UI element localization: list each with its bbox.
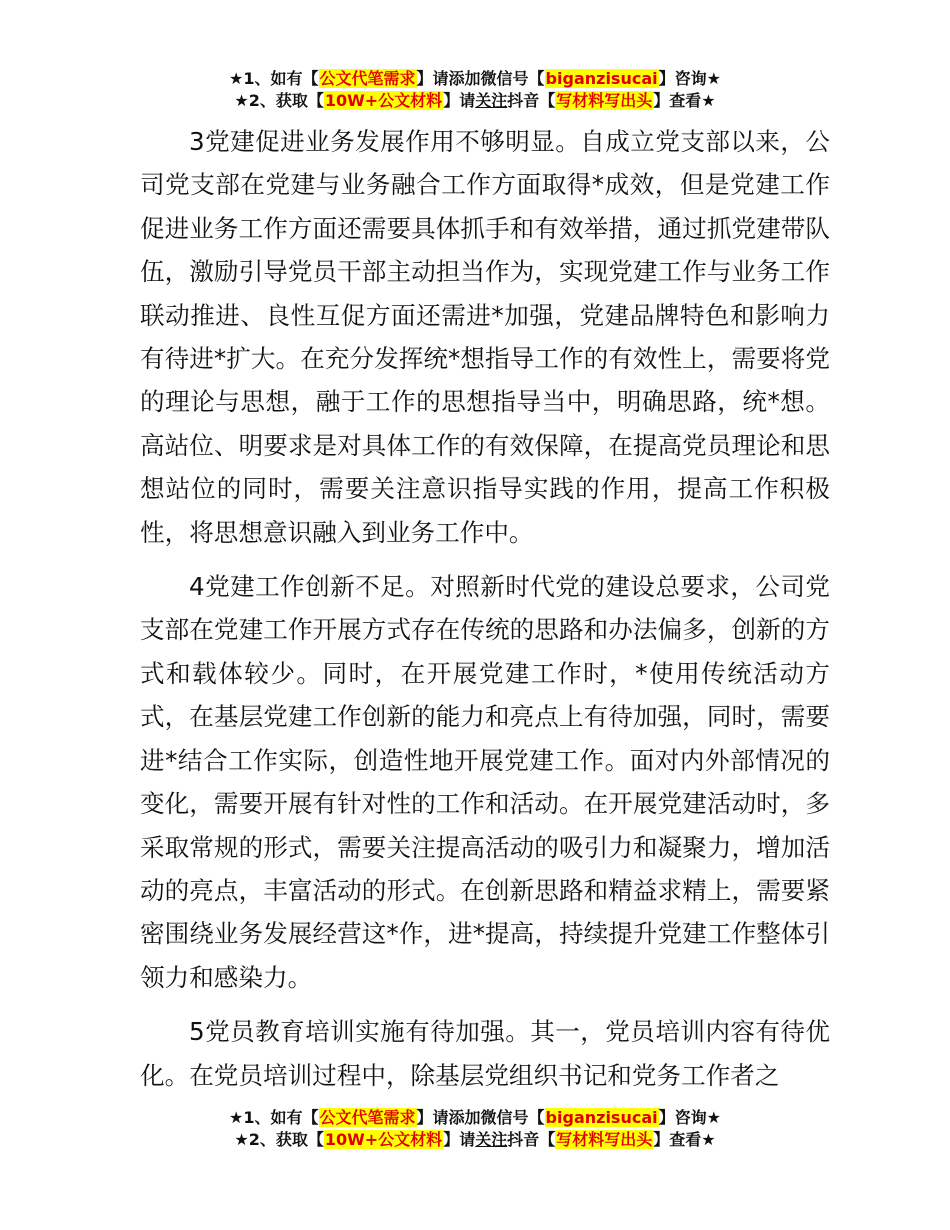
highlight-ghostwriting: 公文代笔需求 <box>319 1108 416 1127</box>
banner-text: 】咨询★ <box>658 1108 721 1127</box>
banner-text: 】请 <box>443 1130 476 1149</box>
underlined-follow: 关注 <box>475 1130 508 1149</box>
banner-text: ★1、如有【 <box>229 69 319 88</box>
banner-text: ★2、获取【 <box>234 91 324 110</box>
paragraph-4: 4党建工作创新不足。对照新时代党的建设总要求，公司党支部在党建工作开展方式存在传统的思路和办法偏多，创新的方式和载体较少。同时，在开展党建工作时，*使用传统活动方式，在基层党建工作创新的能力和亮点上有待加强，同时，需要进*结合工作实际，创造性地开展党建工作。面对内外部情况的变化，需要开展有针对性的工作和活动。在开展党建活动时，多采取常规的形式，需要关注提高活动的吸引力和凝聚力，增加活动的亮点，丰富活动的形式。在创新思路和精益求精上，需要紧密围绕业务发展经营这*作，进*提高，持续提升党建工作整体引领力和感染力。 <box>140 572 830 992</box>
banner-line-2 <box>0 1129 950 1151</box>
header-banner <box>0 68 950 112</box>
footer-banner <box>0 1107 950 1151</box>
highlight-ghostwriting: 公文代笔需求 <box>319 69 416 88</box>
banner-text: 抖音【 <box>507 91 556 110</box>
highlight-wechat-id: biganzisucai <box>545 1108 658 1127</box>
banner-text: 】请添加微信号【 <box>416 69 545 88</box>
banner-text: ★2、获取【 <box>234 1130 324 1149</box>
banner-text: 】请 <box>443 91 476 110</box>
banner-text: 抖音【 <box>507 1130 556 1149</box>
banner-text: 】查看★ <box>653 1130 716 1149</box>
banner-text: 】咨询★ <box>658 69 721 88</box>
paragraph-5: 5党员教育培训实施有待加强。其一，党员培训内容有待优化。在党员培训过程中，除基层党组织书记和党务工作者之 <box>140 1017 830 1090</box>
highlight-wechat-id: biganzisucai <box>545 69 658 88</box>
highlight-materials: 10W+公文材料 <box>324 91 443 110</box>
banner-line-2 <box>0 90 950 112</box>
highlight-douyin: 写材料写出头 <box>556 91 653 110</box>
banner-line-1 <box>0 1107 950 1129</box>
document-body <box>140 120 830 1097</box>
banner-text: 】查看★ <box>653 91 716 110</box>
underlined-follow: 关注 <box>475 91 508 110</box>
banner-text: 】请添加微信号【 <box>416 1108 545 1127</box>
banner-text: ★1、如有【 <box>229 1108 319 1127</box>
banner-line-1 <box>0 68 950 90</box>
paragraph-3: 3党建促进业务发展作用不够明显。自成立党支部以来，公司党支部在党建与业务融合工作方面取得*成效，但是党建工作促进业务工作方面还需要具体抓手和有效举措，通过抓党建带队伍，激励引导党员干部主动担当作为，实现党建工作与业务工作联动推进、良性互促方面还需进*加强，党建品牌特色和影响力有待进*扩大。在充分发挥统*想指导工作的有效性上，需要将党的理论与思想，融于工作的思想指导当中，明确思路，统*想。高站位、明要求是对具体工作的有效保障，在提高党员理论和思想站位的同时，需要关注意识指导实践的作用，提高工作积极性，将思想意识融入到业务工作中。 <box>140 127 830 547</box>
highlight-douyin: 写材料写出头 <box>556 1130 653 1149</box>
highlight-materials: 10W+公文材料 <box>324 1130 443 1149</box>
